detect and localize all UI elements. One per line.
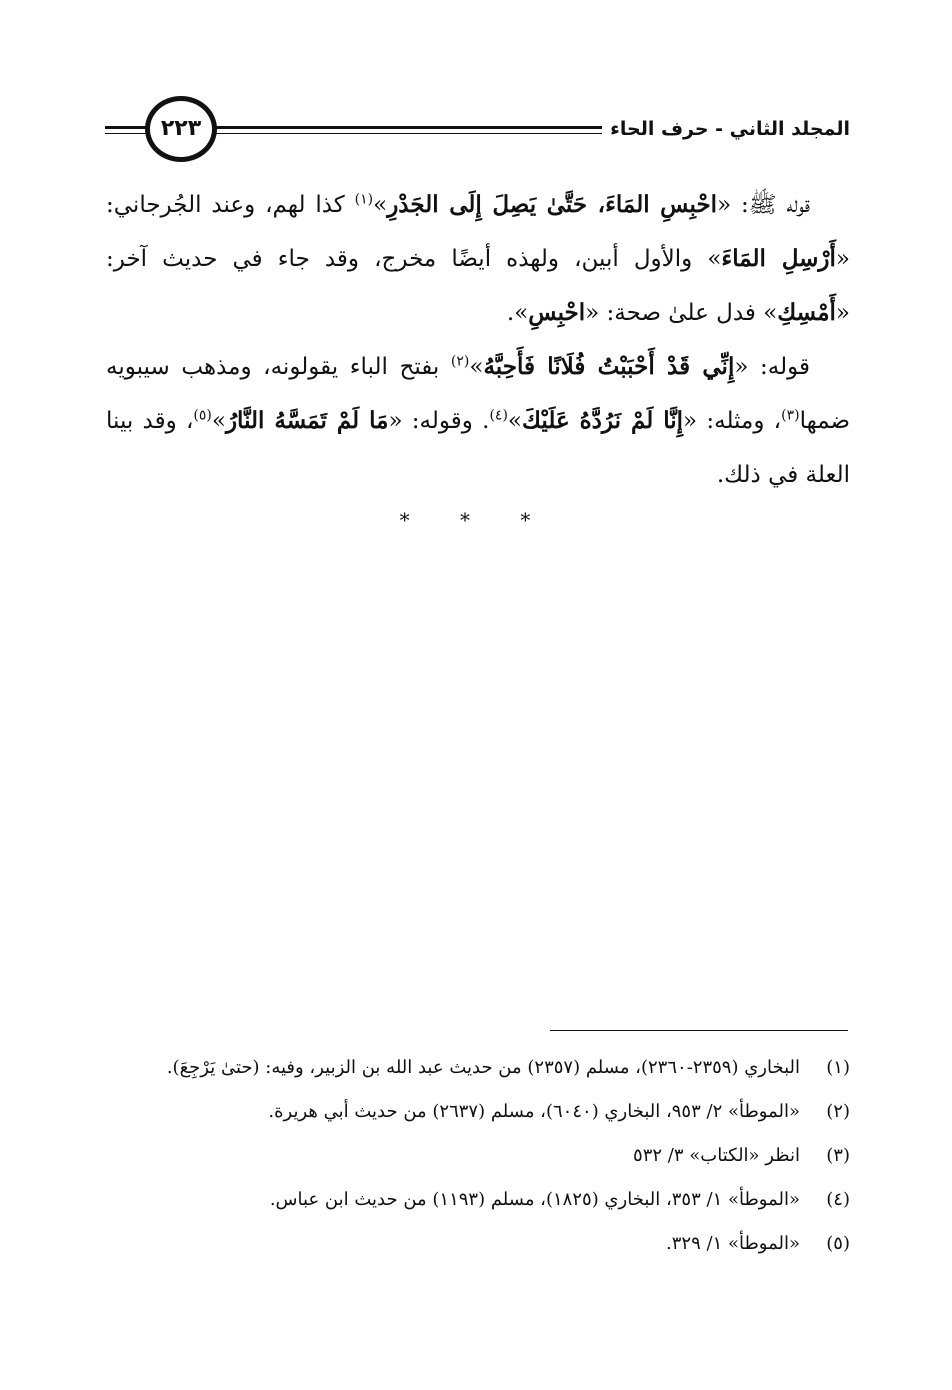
paragraph-2 <box>106 340 850 502</box>
page-header <box>105 96 850 176</box>
section-separator: * * * <box>399 508 553 532</box>
footnote-item <box>106 1222 850 1266</box>
text-run: » <box>507 408 522 434</box>
text-run: قوله: « <box>734 354 810 380</box>
text-run: . وقوله: « <box>388 408 490 434</box>
footnote-item <box>106 1178 850 1222</box>
footnote-text: البخاري (٢٣٥٩-٢٣٦٠)، مسلم (٢٣٥٧) من حديث عبد الله بن الزبير، وفيه: (حتىٰ يَرْجِعَ). <box>166 1057 800 1078</box>
hadith-quote: احْبِسِ المَاءَ، حَتَّىٰ يَصِلَ إِلَى الجَدْرِ <box>387 191 718 218</box>
text-run: كذا لهم، وعند الجُرجاني: « <box>106 192 850 272</box>
text-run: ، وقد بينا العلة في ذلك. <box>106 408 850 488</box>
text-run: » <box>373 192 388 218</box>
page-number-badge <box>145 96 217 162</box>
text-run: » <box>469 354 484 380</box>
hadith-quote: إِنَّا لَمْ نَرُدَّهُ عَلَيْكَ <box>522 407 684 434</box>
text-run: ، ومثله: « <box>683 408 782 434</box>
footnote-ref-2[interactable]: (٢) <box>450 353 470 370</box>
footnote-ref-3[interactable]: (٣) <box>781 407 800 424</box>
text-run: بفتح الباء يقولونه، ومذهب سيبويه ضمها <box>106 354 851 434</box>
footnote-item <box>106 1046 850 1090</box>
main-text <box>106 178 850 502</box>
footnote-text: «الموطأ» ٢/ ٩٥٣، البخاري (٦٠٤٠)، مسلم (٢٦٣٧) من حديث أبي هريرة. <box>268 1101 800 1122</box>
footnote-ref-4[interactable]: (٤) <box>489 407 508 424</box>
text-run: قوله ﷺ: « <box>717 192 810 218</box>
footnote-number: (٥) <box>826 1233 850 1254</box>
hadith-quote: مَا لَمْ تَمَسَّهُ النَّارُ <box>225 407 389 434</box>
footnote-text: «الموطأ» ١/ ٣٢٩. <box>666 1233 800 1254</box>
footnote-number: (٣) <box>826 1145 850 1166</box>
footnote-ref-1[interactable]: (١) <box>354 191 374 208</box>
footnote-ref-5[interactable]: (٥) <box>193 407 212 424</box>
footnote-text: انظر «الكتاب» ٣/ ٥٣٢ <box>633 1145 800 1166</box>
hadith-quote: أَرْسِلِ المَاءَ <box>721 245 836 272</box>
footnote-item <box>106 1090 850 1134</box>
running-title: المجلد الثاني - حرف الحاء <box>602 116 850 142</box>
page-number: ٢٢٣ <box>160 116 202 141</box>
footnote-number: (٤) <box>826 1189 850 1210</box>
text-run: ». <box>506 300 529 326</box>
text-run: » فدل علىٰ صحة: « <box>585 300 778 326</box>
paragraph-1 <box>106 178 850 340</box>
hadith-quote: احْبِسِ <box>528 299 586 326</box>
footnote-divider <box>550 1030 848 1031</box>
footnotes-list <box>106 1046 850 1266</box>
hadith-quote: أَمْسِكِ <box>777 299 836 326</box>
footnote-number: (٢) <box>826 1101 850 1122</box>
footnote-number: (١) <box>826 1057 850 1078</box>
text-run: » <box>211 408 226 434</box>
footnote-text: «الموطأ» ١/ ٣٥٣، البخاري (١٨٢٥)، مسلم (١١٩٣) من حديث ابن عباس. <box>269 1189 800 1210</box>
hadith-quote: إِنِّي قَدْ أَحْبَبْتُ فُلَانًا فَأَحِبَّهُ <box>483 353 735 380</box>
footnote-item <box>106 1134 850 1178</box>
text-run: » والأول أبين، ولهذه أيضًا مخرج، وقد جاء في حديث آخر: « <box>106 246 850 326</box>
